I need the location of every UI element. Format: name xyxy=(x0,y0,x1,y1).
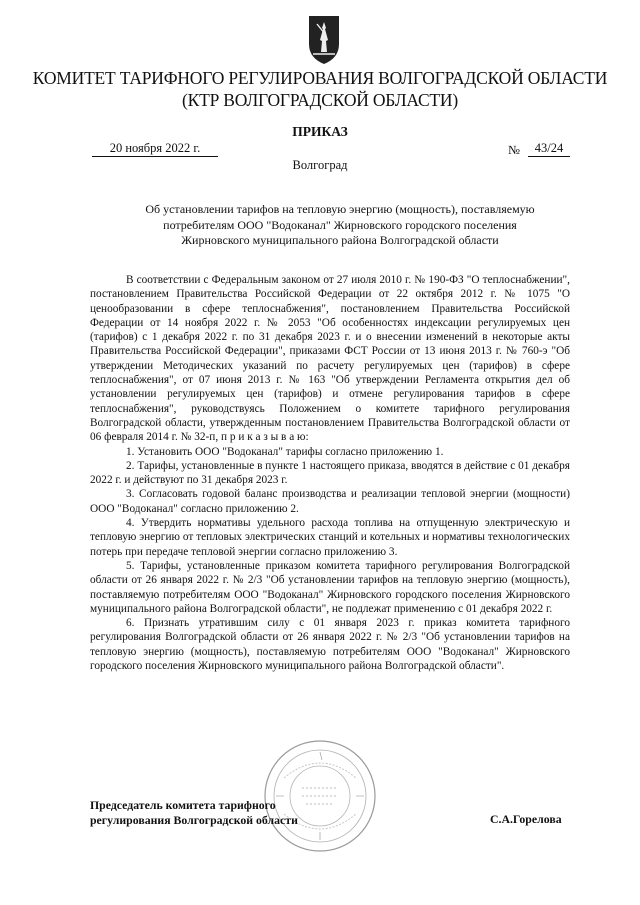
signatory-name: С.А.Горелова xyxy=(490,812,562,826)
order-item: 5. Тарифы, установленные приказом комитета тарифного регулирования Волгоградской области от 26 января 2022 г. № 2/3 "Об установлении тарифов на тепловую энергию (мощность), поставляемую потребителям ООО "Водоканал" Жирновского городского поселения Жирновского муниципального района Волгоградской области", не подлежат применению с 01 декабря 2022 г. xyxy=(90,559,570,615)
order-item: 1. Установить ООО "Водоканал" тарифы согласно приложению 1. xyxy=(126,445,444,458)
subject-line: потребителям ООО "Водоканал" Жирновского городского поселения xyxy=(163,217,517,232)
signatory-position-line: Председатель комитета тарифного xyxy=(90,798,276,812)
signatory-position-line: регулирования Волгоградской области xyxy=(90,813,298,827)
document-number-label: № xyxy=(508,143,520,157)
official-seal-icon xyxy=(262,738,378,854)
subject-line: Жирновского муниципального района Волгоградской области xyxy=(181,233,499,247)
document-city: Волгоград xyxy=(292,158,348,172)
signatory-position xyxy=(90,798,298,828)
emblem-icon xyxy=(307,14,341,66)
order-item: 2. Тарифы, установленные в пункте 1 настоящего приказа, вводятся в действие с 01 декабря 2022 г. и действуют по 31 декабря 2023 г. xyxy=(90,459,570,487)
org-title-line2: (КТР ВОЛГОГРАДСКОЙ ОБЛАСТИ) xyxy=(182,90,458,110)
document-number: 43/24 xyxy=(528,141,570,157)
preamble-paragraph: В соответствии с Федеральным законом от 27 июля 2010 г. № 190-ФЗ "О теплоснабжении", постановлением Правительства Российской Федерации от 22 октября 2012 г. № 1075 "О ценообразовании в сфере теплоснабжения", постановлением Правительства Российской Федерации от 14 ноября 2022 г. № 2053 "Об особенностях индексации регулируемых цен (тарифов) с 1 декабря 2022 г. по 31 декабря 2023 г. и о внесении изменений в некоторые акты Правительства Российской Федерации", приказами ФСТ России от 13 июня 2013 г. № 760-э "Об утверждении Методических указаний по расчету регулируемых цен (тарифов) в сфере теплоснабжения", от 07 июня 2013 г. № 163 "Об утверждении Регламента открытия дел об установлении регулируемых цен (тарифов) и отмене регулирования тарифов в сфере теплоснабжения", руководствуясь Положением о комитете тарифного регулирования Волгоградской области, утвержденным постановлением Правительства Волгоградской области от 06 февраля 2014 г. № 32-п, п р и к а з ы в а ю: xyxy=(90,274,570,444)
order-item: 4. Утвердить нормативы удельного расхода топлива на отпущенную электрическую и тепловую энергию от тепловых электрических станций и котельных и нормативы технологических потерь при передаче тепловой энергии согласно приложению 3. xyxy=(90,517,570,558)
order-item: 3. Согласовать годовой баланс производства и реализации тепловой энергии (мощности) ООО "Водоканал" согласно приложению 2. xyxy=(90,488,570,515)
org-title-line1: КОМИТЕТ ТАРИФНОГО РЕГУЛИРОВАНИЯ ВОЛГОГРАДСКОЙ ОБЛАСТИ xyxy=(32,68,608,88)
document-subject xyxy=(130,202,550,249)
document-type: ПРИКАЗ xyxy=(292,124,348,139)
order-item: 6. Признать утратившим силу с 01 января 2023 г. приказ комитета тарифного регулирования Волгоградской области от 26 января 2022 г. № 2/3 "Об установлении тарифов на тепловую энергию (мощность), поставляемую потребителям ООО "Водоканал" Жирновского городского поселения Жирновского муниципального района Волгоградской области". xyxy=(90,617,570,673)
subject-line: Об установлении тарифов на тепловую энергию (мощность), поставляемую xyxy=(145,202,535,216)
document-body xyxy=(90,273,570,673)
document-date: 20 ноября 2022 г. xyxy=(92,141,218,157)
